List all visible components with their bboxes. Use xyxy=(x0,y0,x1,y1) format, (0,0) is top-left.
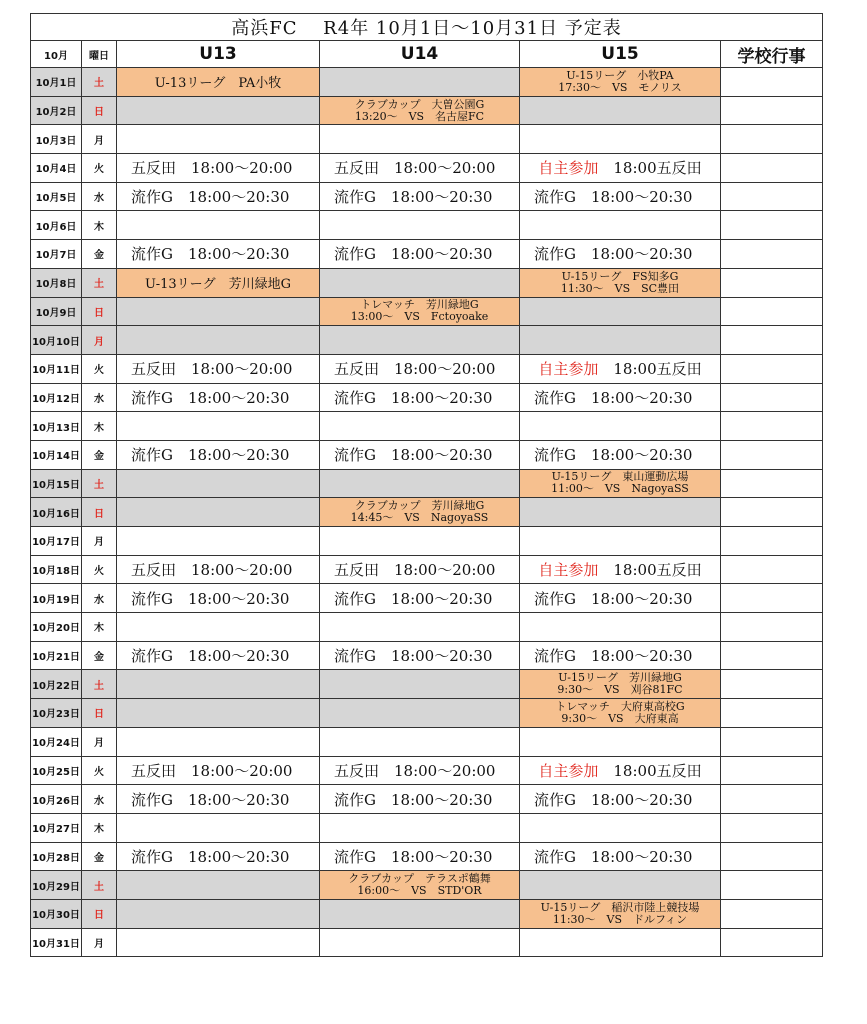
voluntary-label: 自主参加 xyxy=(538,561,599,580)
u14-cell xyxy=(320,211,520,240)
table-row xyxy=(31,182,823,211)
school-event-cell xyxy=(721,527,823,556)
u15-cell: 流作G 18:00～20:30 xyxy=(520,785,721,814)
weekday-cell: 火 xyxy=(82,555,117,584)
page-title: 高浜FC R4年 10月1日～10月31日 予定表 xyxy=(31,14,823,41)
date-cell: 10月6日 xyxy=(31,211,82,240)
weekday-cell: 日 xyxy=(82,297,117,326)
u13-cell xyxy=(117,469,320,498)
u15-cell xyxy=(520,498,721,527)
school-event-cell xyxy=(721,326,823,355)
table-row xyxy=(31,268,823,297)
school-event-cell xyxy=(721,641,823,670)
table-row xyxy=(31,613,823,642)
u13-cell xyxy=(117,813,320,842)
weekday-cell: 木 xyxy=(82,211,117,240)
weekday-cell: 木 xyxy=(82,613,117,642)
event-line-1: U-15リーグ 芳川緑地G xyxy=(558,671,682,685)
u13-cell: 流作G 18:00～20:30 xyxy=(117,440,320,469)
u14-cell: 流作G 18:00～20:30 xyxy=(320,641,520,670)
date-cell: 10月27日 xyxy=(31,813,82,842)
header-school-events: 学校行事 xyxy=(721,41,823,68)
school-event-cell xyxy=(721,842,823,871)
weekday-cell: 木 xyxy=(82,813,117,842)
u15-cell xyxy=(520,297,721,326)
event-line-2: 11:30～ VS ドルフィン xyxy=(552,912,688,926)
voluntary-detail: 18:00五反田 xyxy=(598,360,702,379)
table-row xyxy=(31,555,823,584)
voluntary-detail: 18:00五反田 xyxy=(598,159,702,178)
weekday-cell: 火 xyxy=(82,354,117,383)
u15-cell xyxy=(520,154,721,183)
table-row xyxy=(31,699,823,728)
u15-cell xyxy=(520,699,721,728)
u14-cell: 五反田 18:00～20:00 xyxy=(320,555,520,584)
school-event-cell xyxy=(721,96,823,125)
event-line-2: 11:00～ VS NagoyaSS xyxy=(551,482,689,496)
u15-cell: 流作G 18:00～20:30 xyxy=(520,440,721,469)
u14-cell xyxy=(320,469,520,498)
u15-cell xyxy=(520,412,721,441)
u14-cell: 流作G 18:00～20:30 xyxy=(320,842,520,871)
date-cell: 10月7日 xyxy=(31,240,82,269)
school-event-cell xyxy=(721,268,823,297)
table-row xyxy=(31,297,823,326)
u15-cell xyxy=(520,756,721,785)
school-event-cell xyxy=(721,469,823,498)
u14-cell: 流作G 18:00～20:30 xyxy=(320,440,520,469)
u15-cell xyxy=(520,68,721,97)
table-row xyxy=(31,68,823,97)
date-cell: 10月15日 xyxy=(31,469,82,498)
u14-cell xyxy=(320,813,520,842)
weekday-cell: 土 xyxy=(82,871,117,900)
u13-cell xyxy=(117,527,320,556)
weekday-cell: 金 xyxy=(82,240,117,269)
u14-cell xyxy=(320,412,520,441)
school-event-cell xyxy=(721,412,823,441)
header-dow: 曜日 xyxy=(82,41,117,68)
weekday-cell: 日 xyxy=(82,498,117,527)
u13-cell xyxy=(117,699,320,728)
voluntary-label: 自主参加 xyxy=(538,761,599,780)
event-line-2: 13:00～ VS Fctoyoake xyxy=(350,310,489,324)
u15-cell xyxy=(520,96,721,125)
table-row xyxy=(31,412,823,441)
date-cell: 10月10日 xyxy=(31,326,82,355)
date-cell: 10月29日 xyxy=(31,871,82,900)
date-cell: 10月4日 xyxy=(31,154,82,183)
u13-cell: 流作G 18:00～20:30 xyxy=(117,240,320,269)
title-row xyxy=(31,14,823,41)
date-cell: 10月13日 xyxy=(31,412,82,441)
u15-cell: 流作G 18:00～20:30 xyxy=(520,240,721,269)
u15-cell xyxy=(520,527,721,556)
date-cell: 10月9日 xyxy=(31,297,82,326)
u13-cell xyxy=(117,125,320,154)
u14-cell xyxy=(320,268,520,297)
school-event-cell xyxy=(721,211,823,240)
school-event-cell xyxy=(721,68,823,97)
header-u14: U14 xyxy=(320,41,520,68)
date-cell: 10月20日 xyxy=(31,613,82,642)
u14-cell xyxy=(320,670,520,699)
u15-cell xyxy=(520,727,721,756)
weekday-cell: 水 xyxy=(82,785,117,814)
u15-cell: 流作G 18:00～20:30 xyxy=(520,641,721,670)
table-row xyxy=(31,211,823,240)
school-event-cell xyxy=(721,899,823,928)
u14-cell: 流作G 18:00～20:30 xyxy=(320,240,520,269)
header-row xyxy=(31,41,823,68)
u15-cell xyxy=(520,928,721,957)
u14-cell xyxy=(320,498,520,527)
u13-cell: 流作G 18:00～20:30 xyxy=(117,842,320,871)
u13-cell: 流作G 18:00～20:30 xyxy=(117,785,320,814)
event-line-1: クラブカップ テラスポ鶴舞 xyxy=(348,872,491,886)
school-event-cell xyxy=(721,928,823,957)
weekday-cell: 土 xyxy=(82,469,117,498)
u14-cell xyxy=(320,871,520,900)
date-cell: 10月26日 xyxy=(31,785,82,814)
school-event-cell xyxy=(721,756,823,785)
u13-cell: 流作G 18:00～20:30 xyxy=(117,182,320,211)
event-line-1: クラブカップ 芳川緑地G xyxy=(354,499,485,513)
date-cell: 10月16日 xyxy=(31,498,82,527)
u13-cell: 流作G 18:00～20:30 xyxy=(117,641,320,670)
u15-cell xyxy=(520,871,721,900)
school-event-cell xyxy=(721,440,823,469)
u15-cell: 流作G 18:00～20:30 xyxy=(520,182,721,211)
u13-cell xyxy=(117,412,320,441)
u14-cell xyxy=(320,96,520,125)
event-line-2: 11:30～ VS SC豊田 xyxy=(560,281,680,295)
table-row xyxy=(31,871,823,900)
date-cell: 10月19日 xyxy=(31,584,82,613)
weekday-cell: 木 xyxy=(82,412,117,441)
table-row xyxy=(31,756,823,785)
table-row xyxy=(31,928,823,957)
date-cell: 10月23日 xyxy=(31,699,82,728)
table-row xyxy=(31,240,823,269)
event-line-1: U-15リーグ FS知多G xyxy=(561,269,679,283)
school-event-cell xyxy=(721,154,823,183)
u15-cell xyxy=(520,469,721,498)
u13-cell: 五反田 18:00～20:00 xyxy=(117,154,320,183)
u13-cell xyxy=(117,297,320,326)
u13-cell xyxy=(117,613,320,642)
table-row xyxy=(31,899,823,928)
u13-cell: 流作G 18:00～20:30 xyxy=(117,584,320,613)
u13-cell xyxy=(117,871,320,900)
event-line-1: U-15リーグ 稲沢市陸上競技場 xyxy=(540,900,700,914)
weekday-cell: 日 xyxy=(82,699,117,728)
u15-cell: 流作G 18:00～20:30 xyxy=(520,842,721,871)
table-row xyxy=(31,842,823,871)
school-event-cell xyxy=(721,785,823,814)
table-row xyxy=(31,785,823,814)
table-row xyxy=(31,670,823,699)
u15-cell xyxy=(520,670,721,699)
u15-cell xyxy=(520,354,721,383)
school-event-cell xyxy=(721,240,823,269)
table-row xyxy=(31,469,823,498)
u15-cell xyxy=(520,211,721,240)
u13-cell xyxy=(117,727,320,756)
u14-cell xyxy=(320,727,520,756)
date-cell: 10月12日 xyxy=(31,383,82,412)
weekday-cell: 月 xyxy=(82,727,117,756)
event-line-1: トレマッチ 芳川緑地G xyxy=(360,298,479,312)
school-event-cell xyxy=(721,555,823,584)
weekday-cell: 月 xyxy=(82,326,117,355)
date-cell: 10月3日 xyxy=(31,125,82,154)
u13-cell xyxy=(117,899,320,928)
u14-cell xyxy=(320,326,520,355)
weekday-cell: 水 xyxy=(82,383,117,412)
date-cell: 10月31日 xyxy=(31,928,82,957)
school-event-cell xyxy=(721,354,823,383)
event-line-2: 16:00～ VS STD'OR xyxy=(357,884,482,898)
date-cell: 10月18日 xyxy=(31,555,82,584)
table-row xyxy=(31,96,823,125)
event-line-2: 9:30～ VS 刈谷81FC xyxy=(557,683,683,697)
u14-cell xyxy=(320,527,520,556)
u15-cell xyxy=(520,813,721,842)
u13-cell: U-13リーグ PA小牧 xyxy=(117,68,320,97)
u14-cell: 五反田 18:00～20:00 xyxy=(320,154,520,183)
school-event-cell xyxy=(721,182,823,211)
event-line-2: 9:30～ VS 大府東高 xyxy=(561,711,679,725)
voluntary-detail: 18:00五反田 xyxy=(598,561,702,580)
u14-cell: 流作G 18:00～20:30 xyxy=(320,584,520,613)
u13-cell: 五反田 18:00～20:00 xyxy=(117,354,320,383)
school-event-cell xyxy=(721,498,823,527)
weekday-cell: 金 xyxy=(82,842,117,871)
u14-cell xyxy=(320,68,520,97)
school-event-cell xyxy=(721,584,823,613)
u14-cell xyxy=(320,297,520,326)
table-row xyxy=(31,383,823,412)
u14-cell: 五反田 18:00～20:00 xyxy=(320,756,520,785)
weekday-cell: 金 xyxy=(82,641,117,670)
u15-cell xyxy=(520,899,721,928)
date-cell: 10月21日 xyxy=(31,641,82,670)
weekday-cell: 水 xyxy=(82,182,117,211)
u15-cell xyxy=(520,555,721,584)
u13-cell: U-13リーグ 芳川緑地G xyxy=(117,268,320,297)
date-cell: 10月24日 xyxy=(31,727,82,756)
event-line-1: トレマッチ 大府東高校G xyxy=(555,699,685,713)
date-cell: 10月8日 xyxy=(31,268,82,297)
date-cell: 10月1日 xyxy=(31,68,82,97)
weekday-cell: 月 xyxy=(82,125,117,154)
u14-cell xyxy=(320,699,520,728)
date-cell: 10月2日 xyxy=(31,96,82,125)
event-line-2: 14:45～ VS NagoyaSS xyxy=(350,511,489,525)
u13-cell xyxy=(117,96,320,125)
table-row xyxy=(31,527,823,556)
weekday-cell: 火 xyxy=(82,154,117,183)
weekday-cell: 水 xyxy=(82,584,117,613)
school-event-cell xyxy=(721,727,823,756)
u13-cell: 五反田 18:00～20:00 xyxy=(117,555,320,584)
voluntary-label: 自主参加 xyxy=(538,159,599,178)
table-row xyxy=(31,641,823,670)
table-row xyxy=(31,498,823,527)
table-row xyxy=(31,354,823,383)
weekday-cell: 日 xyxy=(82,899,117,928)
date-cell: 10月17日 xyxy=(31,527,82,556)
table-row xyxy=(31,813,823,842)
event-line-1: U-15リーグ 小牧PA xyxy=(566,68,674,82)
event-line-2: 13:20～ VS 名古屋FC xyxy=(354,109,485,123)
table-row xyxy=(31,727,823,756)
date-cell: 10月28日 xyxy=(31,842,82,871)
weekday-cell: 土 xyxy=(82,68,117,97)
u15-cell xyxy=(520,125,721,154)
voluntary-label: 自主参加 xyxy=(538,360,599,379)
u14-cell: 流作G 18:00～20:30 xyxy=(320,785,520,814)
u15-cell xyxy=(520,613,721,642)
u13-cell: 五反田 18:00～20:00 xyxy=(117,756,320,785)
school-event-cell xyxy=(721,813,823,842)
weekday-cell: 月 xyxy=(82,928,117,957)
u13-cell xyxy=(117,498,320,527)
weekday-cell: 金 xyxy=(82,440,117,469)
event-line-1: クラブカップ 大曽公園G xyxy=(354,97,485,111)
weekday-cell: 月 xyxy=(82,527,117,556)
table-row xyxy=(31,584,823,613)
school-event-cell xyxy=(721,670,823,699)
weekday-cell: 火 xyxy=(82,756,117,785)
u14-cell xyxy=(320,899,520,928)
header-u13: U13 xyxy=(117,41,320,68)
schedule-sheet xyxy=(30,13,822,957)
event-line-2: 17:30～ VS モノリス xyxy=(558,80,682,94)
u14-cell: 流作G 18:00～20:30 xyxy=(320,182,520,211)
u14-cell xyxy=(320,613,520,642)
date-cell: 10月5日 xyxy=(31,182,82,211)
table-row xyxy=(31,125,823,154)
u13-cell: 流作G 18:00～20:30 xyxy=(117,383,320,412)
date-cell: 10月25日 xyxy=(31,756,82,785)
u13-cell xyxy=(117,211,320,240)
school-event-cell xyxy=(721,383,823,412)
weekday-cell: 日 xyxy=(82,96,117,125)
voluntary-detail: 18:00五反田 xyxy=(598,761,702,780)
u15-cell xyxy=(520,268,721,297)
table-row xyxy=(31,326,823,355)
weekday-cell: 土 xyxy=(82,268,117,297)
date-cell: 10月30日 xyxy=(31,899,82,928)
weekday-cell: 土 xyxy=(82,670,117,699)
school-event-cell xyxy=(721,613,823,642)
header-month: 10月 xyxy=(31,41,82,68)
u14-cell: 五反田 18:00～20:00 xyxy=(320,354,520,383)
u13-cell xyxy=(117,670,320,699)
u14-cell: 流作G 18:00～20:30 xyxy=(320,383,520,412)
u14-cell xyxy=(320,125,520,154)
school-event-cell xyxy=(721,125,823,154)
u15-cell: 流作G 18:00～20:30 xyxy=(520,383,721,412)
date-cell: 10月14日 xyxy=(31,440,82,469)
header-u15: U15 xyxy=(520,41,721,68)
date-cell: 10月11日 xyxy=(31,354,82,383)
school-event-cell xyxy=(721,297,823,326)
u13-cell xyxy=(117,326,320,355)
table-row xyxy=(31,154,823,183)
u15-cell xyxy=(520,326,721,355)
u15-cell: 流作G 18:00～20:30 xyxy=(520,584,721,613)
u14-cell xyxy=(320,928,520,957)
u13-cell xyxy=(117,928,320,957)
date-cell: 10月22日 xyxy=(31,670,82,699)
school-event-cell xyxy=(721,699,823,728)
event-line-1: U-15リーグ 東山運動広場 xyxy=(551,470,689,484)
table-row xyxy=(31,440,823,469)
school-event-cell xyxy=(721,871,823,900)
schedule-table xyxy=(30,13,823,957)
